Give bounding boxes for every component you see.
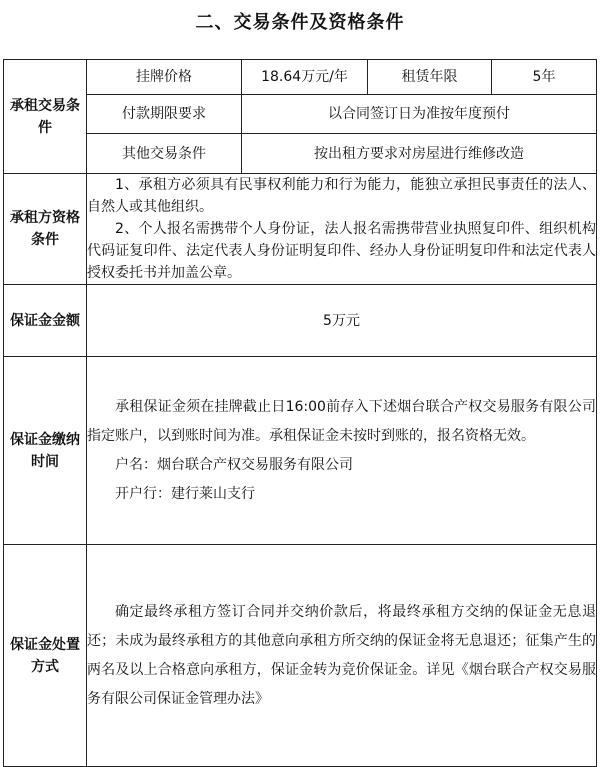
table-row — [4, 357, 597, 545]
qualification-item-1: 1、承租方必须具有民事权利能力和行为能力，能独立承担民事责任的法人、自然人或其他组织。 — [87, 177, 596, 215]
account-name: 户名：烟台联合产权交易服务有限公司 — [115, 456, 353, 473]
deposit-label: 保证金金额 — [4, 285, 87, 357]
other-conditions-label: 其他交易条件 — [87, 134, 242, 174]
payment-time-content — [87, 357, 597, 545]
qualification-item-2: 2、个人报名需携带个人身份证，法人报名需携带营业执照复印件、组织机构代码证复印件、法定代表人身份证明复印件、经办人身份证明复印件和法定代表人授权委托书并加盖公章。 — [87, 221, 596, 281]
page-title: 二、交易条件及资格条件 — [195, 12, 405, 33]
term-value: 5年 — [492, 60, 597, 95]
bank-name: 开户行：建行莱山支行 — [115, 485, 255, 502]
payment-time-label: 保证金缴纳时间 — [4, 357, 87, 545]
price-value: 18.64万元/年 — [242, 60, 368, 95]
conditions-table — [3, 59, 597, 767]
qualification-content — [87, 174, 597, 285]
price-label: 挂牌价格 — [87, 60, 242, 95]
table-row — [4, 285, 597, 357]
table-row — [4, 134, 597, 174]
disposal-text: 确定最终承租方签订合同并交纳价款后，将最终承租方交纳的保证金无息退还；未成为最终承租方的其他意向承租方所交纳的保证金将无息退还；征集产生的两名及以上合格意向承租方，保证金转为竞价保证金。详见《烟台联合产权交易服务有限公司保证金管理办法》 — [87, 603, 596, 707]
qualification-label: 承租方资格条件 — [4, 174, 87, 285]
term-label: 租赁年限 — [368, 60, 492, 95]
table-row — [4, 174, 597, 285]
other-conditions-value: 按出租方要求对房屋进行维修改造 — [242, 134, 597, 174]
payment-term-label: 付款期限要求 — [87, 95, 242, 134]
payment-term-value: 以合同签订日为准按年度预付 — [242, 95, 597, 134]
disposal-content — [87, 545, 597, 767]
table-row — [4, 95, 597, 134]
disposal-label: 保证金处置方式 — [4, 545, 87, 767]
payment-time-text: 承租保证金须在挂牌截止日16:00前存入下述烟台联合产权交易服务有限公司指定账户，以到账时间为准。承租保证金未按时到账的，报名资格无效。 — [87, 398, 596, 444]
trade-conditions-label: 承租交易条件 — [4, 60, 87, 174]
deposit-value: 5万元 — [87, 285, 597, 357]
table-row — [4, 60, 597, 95]
table-row — [4, 545, 597, 767]
